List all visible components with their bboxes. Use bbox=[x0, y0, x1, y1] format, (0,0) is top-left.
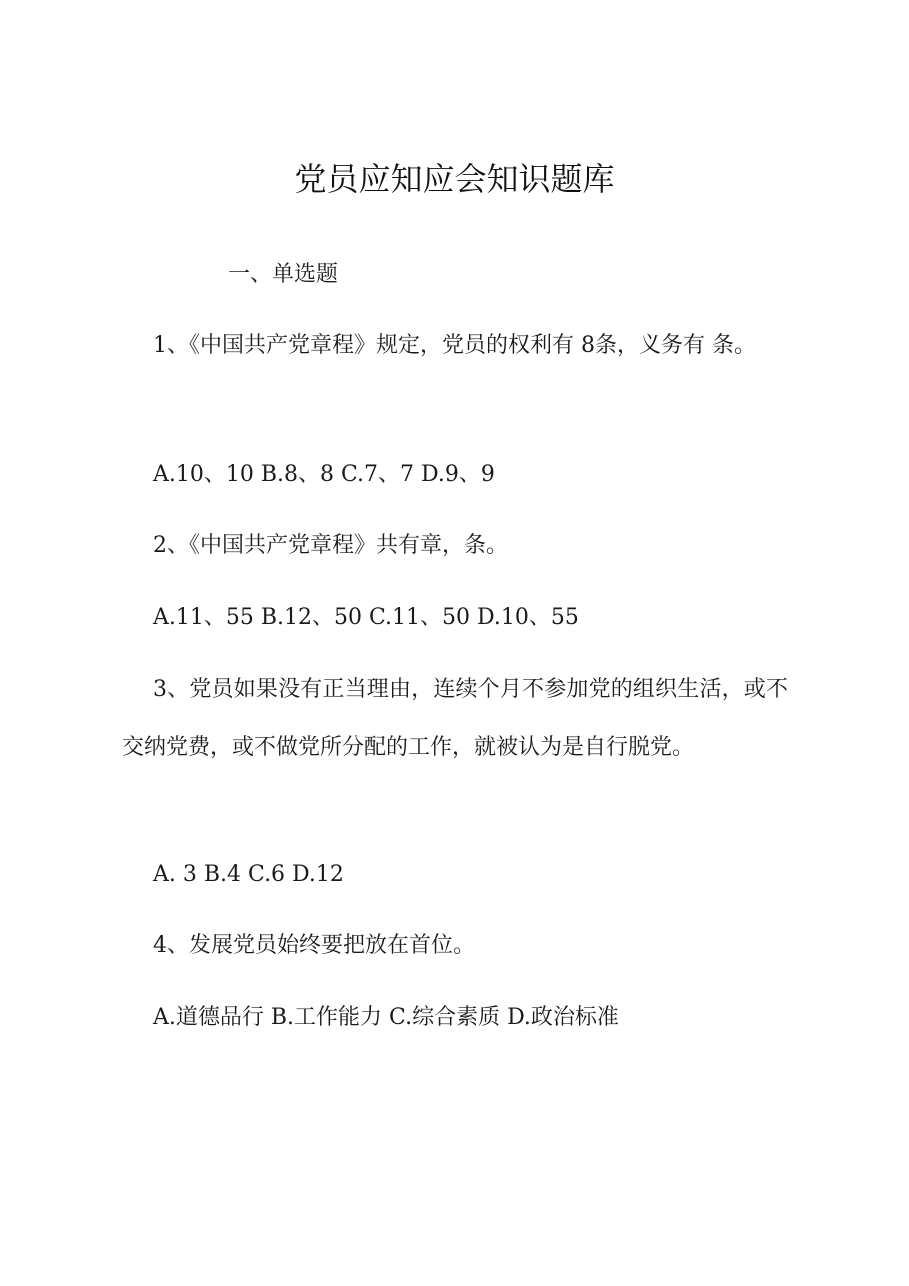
section-heading: 一、单选题 bbox=[228, 262, 339, 287]
question-1-stem: 1、《中国共产党章程》规定，党员的权利有 8条，义务有 条。 bbox=[153, 333, 756, 358]
question-4-options: A.道德品行 B.工作能力 C.综合素质 D.政治标准 bbox=[153, 1005, 619, 1030]
question-4-stem: 4、发展党员始终要把放在首位。 bbox=[153, 933, 475, 958]
document-title: 党员应知应会知识题库 bbox=[294, 160, 615, 198]
question-2-options: A.11、55 B.12、50 C.11、50 D.10、55 bbox=[153, 605, 579, 630]
question-1-options: A.10、10 B.8、8 C.7、7 D.9、9 bbox=[153, 462, 495, 487]
question-2-stem: 2、《中国共产党章程》共有章，条。 bbox=[153, 533, 508, 558]
question-3-options: A. 3 B.4 C.6 D.12 bbox=[153, 862, 344, 887]
question-3-stem: 3、党员如果没有正当理由，连续个月不参加党的组织生活，或不交纳党费，或不做党所分配的工作，就被认为是自行脱党。 bbox=[122, 677, 788, 760]
